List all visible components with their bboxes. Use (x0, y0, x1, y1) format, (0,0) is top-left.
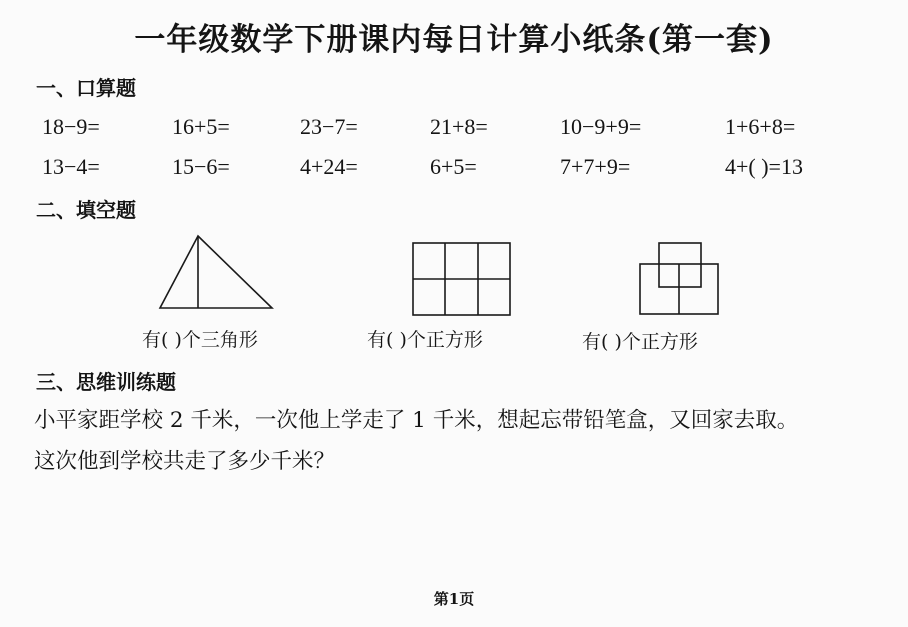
section-fill-heading: 二、填空题 (36, 198, 136, 222)
triangle-count-label: 有( )个三角形 (142, 329, 258, 351)
square-count-label: 有( )个正方形 (582, 331, 698, 353)
oral-problem: 1+6+8= (725, 114, 796, 139)
grid-rectangle-figure (413, 243, 510, 315)
section-thinking-heading: 三、思维训练题 (36, 370, 176, 394)
oral-problem: 4+24= (300, 154, 358, 179)
triangle-figure (160, 236, 272, 308)
oral-problem: 15−6= (172, 154, 230, 179)
oral-problem: 6+5= (430, 154, 477, 179)
oral-problem: 23−7= (300, 114, 358, 139)
oral-problem: 7+7+9= (560, 154, 631, 179)
oral-problem: 18−9= (42, 114, 100, 139)
page-number: 第1页 (433, 590, 475, 608)
oral-problem: 4+( )=13 (725, 154, 803, 179)
problem-text-line: 小平家距学校 2 千米，一次他上学走了 1 千米，想起忘带铅笔盒，又回家去取。 (34, 408, 799, 433)
page-title: 一年级数学下册课内每日计算小纸条(第一套) (134, 22, 774, 58)
square-count-label: 有( )个正方形 (367, 329, 483, 351)
oral-problem: 10−9+9= (560, 114, 642, 139)
section-oral-heading: 一、口算题 (36, 76, 136, 100)
overlapping-squares-figure (640, 243, 718, 314)
oral-problem: 13−4= (42, 154, 100, 179)
oral-problem: 21+8= (430, 114, 488, 139)
problem-text-line: 这次他到学校共走了多少千米？ (34, 449, 336, 474)
oral-problem: 16+5= (172, 114, 230, 139)
